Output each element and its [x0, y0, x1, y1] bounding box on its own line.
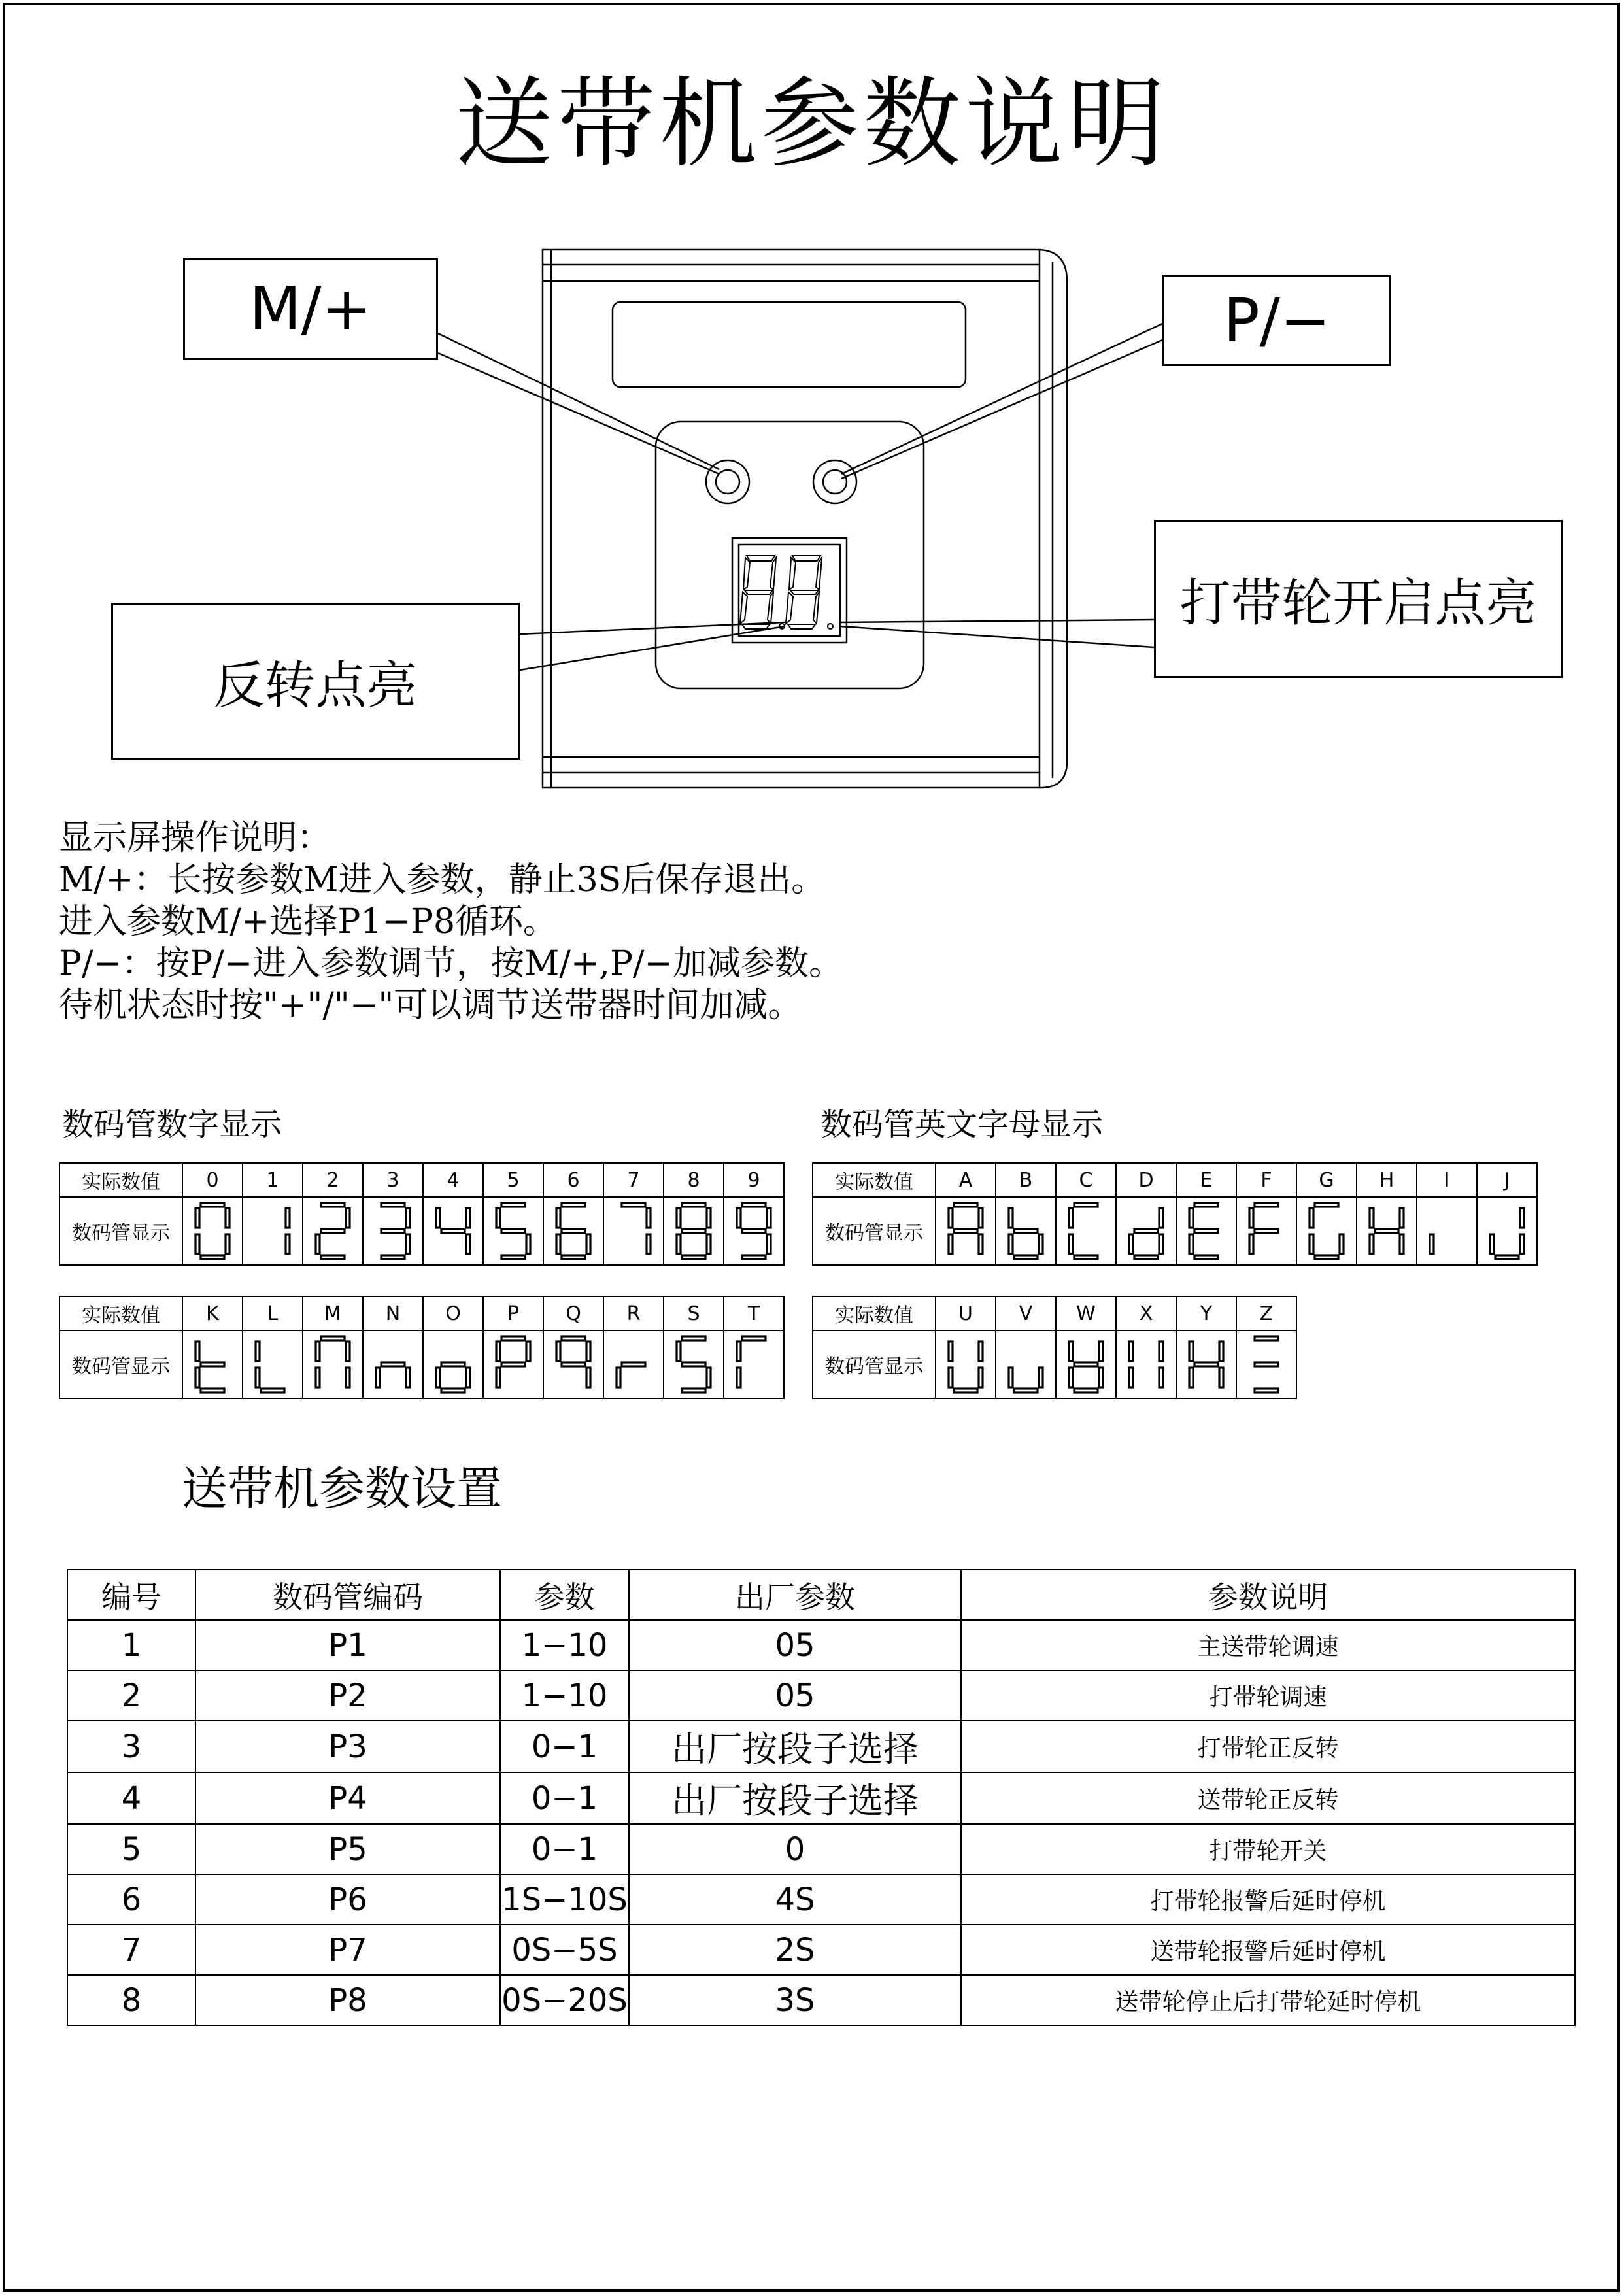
segment-glyph — [664, 1330, 724, 1398]
code-cell: P6 — [195, 1874, 500, 1925]
index-cell: 8 — [67, 1975, 195, 2025]
reverse-indicator-label: 反转点亮 — [111, 603, 520, 760]
segment-glyph — [243, 1197, 303, 1265]
actual-value-cell: E — [1176, 1163, 1236, 1197]
actual-value-cell: 7 — [603, 1163, 664, 1197]
segment-glyph — [543, 1330, 603, 1398]
factory-cell: 出厂按段子选择 — [629, 1721, 961, 1772]
range-cell: 0S−20S — [500, 1975, 629, 2025]
factory-cell: 4S — [629, 1874, 961, 1925]
segment-glyph — [1056, 1330, 1116, 1398]
actual-value-cell: 5 — [483, 1163, 543, 1197]
factory-cell: 出厂按段子选择 — [629, 1772, 961, 1824]
description-cell: 送带轮报警后延时停机 — [961, 1925, 1575, 1975]
range-cell: 1−10 — [500, 1620, 629, 1670]
segment-glyph — [363, 1330, 423, 1398]
index-cell: 6 — [67, 1874, 195, 1925]
segment-glyph — [1357, 1197, 1417, 1265]
range-cell: 0S−5S — [500, 1925, 629, 1975]
header-cell: 数码管编码 — [195, 1570, 500, 1620]
digits-segment-table — [59, 1162, 785, 1266]
actual-value-cell: 4 — [423, 1163, 483, 1197]
range-cell: 0−1 — [500, 1824, 629, 1874]
segment-glyph — [996, 1330, 1056, 1398]
code-cell: P8 — [195, 1975, 500, 2025]
instruction-line: 显示屏操作说明： — [59, 819, 331, 858]
actual-value-cell: 9 — [724, 1163, 784, 1197]
actual-value-cell: B — [996, 1163, 1056, 1197]
segment-glyph — [1116, 1197, 1176, 1265]
index-cell: 2 — [67, 1670, 195, 1721]
factory-cell: 3S — [629, 1975, 961, 2025]
header-cell: 编号 — [67, 1570, 195, 1620]
letters-caption: 数码管英文字母显示 — [820, 1106, 1104, 1143]
segment-glyph — [724, 1197, 784, 1265]
p-minus-button-label: P/− — [1162, 275, 1391, 366]
row-label: 数码管显示 — [813, 1197, 936, 1265]
factory-cell: 05 — [629, 1670, 961, 1721]
actual-value-cell: Z — [1236, 1296, 1296, 1330]
actual-value-cell: P — [483, 1296, 543, 1330]
instruction-line: P/−：按P/−进入参数调节，按M/+,P/−加减参数。 — [59, 944, 843, 983]
code-cell: P1 — [195, 1620, 500, 1670]
instruction-line: 进入参数M/+选择P1−P8循环。 — [59, 902, 558, 941]
segment-glyph — [724, 1330, 784, 1398]
segment-glyph — [1176, 1197, 1236, 1265]
segment-glyph — [483, 1330, 543, 1398]
actual-value-cell: N — [363, 1296, 423, 1330]
index-cell: 1 — [67, 1620, 195, 1670]
operation-instructions — [59, 817, 843, 1026]
actual-value-cell: 6 — [543, 1163, 603, 1197]
actual-value-cell: F — [1236, 1163, 1296, 1197]
segment-glyph — [483, 1197, 543, 1265]
index-cell: 7 — [67, 1925, 195, 1975]
segment-glyph — [243, 1330, 303, 1398]
actual-value-cell: S — [664, 1296, 724, 1330]
parameter-row — [67, 1721, 1575, 1772]
description-cell: 主送带轮调速 — [961, 1620, 1575, 1670]
segment-glyph — [182, 1330, 243, 1398]
actual-value-cell: Q — [543, 1296, 603, 1330]
factory-cell: 0 — [629, 1824, 961, 1874]
segment-glyph — [1116, 1330, 1176, 1398]
actual-value-cell: R — [603, 1296, 664, 1330]
segment-glyph — [1056, 1197, 1116, 1265]
segment-glyph — [1296, 1197, 1357, 1265]
segment-glyph — [936, 1197, 996, 1265]
range-cell: 0−1 — [500, 1721, 629, 1772]
parameter-row — [67, 1824, 1575, 1874]
description-cell: 送带轮正反转 — [961, 1772, 1575, 1824]
segment-glyph — [303, 1197, 363, 1265]
parameter-row — [67, 1975, 1575, 2025]
actual-value-cell: J — [1477, 1163, 1537, 1197]
actual-value-cell: M — [303, 1296, 363, 1330]
range-cell: 1S−10S — [500, 1874, 629, 1925]
row-label: 实际数值 — [813, 1296, 936, 1330]
actual-value-cell: 1 — [243, 1163, 303, 1197]
row-label: 数码管显示 — [59, 1330, 182, 1398]
description-cell: 送带轮停止后打带轮延时停机 — [961, 1975, 1575, 2025]
instruction-line: M/+：长按参数M进入参数，静止3S后保存退出。 — [59, 860, 826, 900]
segment-glyph — [423, 1197, 483, 1265]
actual-value-cell: C — [1056, 1163, 1116, 1197]
segment-glyph — [363, 1197, 423, 1265]
segment-glyph — [1477, 1197, 1537, 1265]
code-cell: P5 — [195, 1824, 500, 1874]
header-cell: 参数 — [500, 1570, 629, 1620]
actual-value-cell: W — [1056, 1296, 1116, 1330]
actual-value-cell: 2 — [303, 1163, 363, 1197]
parameter-row — [67, 1925, 1575, 1975]
parameter-row — [67, 1874, 1575, 1925]
actual-value-cell: U — [936, 1296, 996, 1330]
row-label: 实际数值 — [813, 1163, 936, 1197]
factory-cell: 05 — [629, 1620, 961, 1670]
index-cell: 3 — [67, 1721, 195, 1772]
actual-value-cell: T — [724, 1296, 784, 1330]
segment-glyph — [936, 1330, 996, 1398]
actual-value-cell: 8 — [664, 1163, 724, 1197]
digits-caption: 数码管数字显示 — [62, 1106, 282, 1143]
code-cell: P2 — [195, 1670, 500, 1721]
page-title: 送带机参数说明 — [454, 67, 1169, 181]
actual-value-cell: G — [1296, 1163, 1357, 1197]
description-cell: 打带轮报警后延时停机 — [961, 1874, 1575, 1925]
actual-value-cell: O — [423, 1296, 483, 1330]
segment-glyph — [996, 1197, 1056, 1265]
segment-glyph — [664, 1197, 724, 1265]
segment-glyph — [543, 1197, 603, 1265]
actual-value-cell: A — [936, 1163, 996, 1197]
range-cell: 0−1 — [500, 1772, 629, 1824]
header-cell: 参数说明 — [961, 1570, 1575, 1620]
segment-glyph — [182, 1197, 243, 1265]
row-label: 实际数值 — [59, 1296, 182, 1330]
actual-value-cell: K — [182, 1296, 243, 1330]
range-cell: 1−10 — [500, 1670, 629, 1721]
actual-value-cell: V — [996, 1296, 1056, 1330]
actual-value-cell: X — [1116, 1296, 1176, 1330]
actual-value-cell: Y — [1176, 1296, 1236, 1330]
description-cell: 打带轮开关 — [961, 1824, 1575, 1874]
code-cell: P4 — [195, 1772, 500, 1824]
actual-value-cell: D — [1116, 1163, 1176, 1197]
parameters-table — [67, 1569, 1576, 2026]
segment-glyph — [1236, 1197, 1296, 1265]
segment-glyph — [1417, 1197, 1477, 1265]
letters-segment-table-a-j — [812, 1162, 1538, 1266]
m-plus-button-label: M/+ — [183, 258, 438, 360]
actual-value-cell: H — [1357, 1163, 1417, 1197]
row-label: 数码管显示 — [59, 1197, 182, 1265]
wheel-on-indicator-label: 打带轮开启点亮 — [1154, 520, 1563, 678]
index-cell: 4 — [67, 1772, 195, 1824]
parameter-row — [67, 1670, 1575, 1721]
instruction-line: 待机状态时按"+"/"−"可以调节送带器时间加减。 — [59, 986, 802, 1025]
segment-glyph — [1176, 1330, 1236, 1398]
header-cell: 出厂参数 — [629, 1570, 961, 1620]
actual-value-cell: L — [243, 1296, 303, 1330]
description-cell: 打带轮调速 — [961, 1670, 1575, 1721]
code-cell: P7 — [195, 1925, 500, 1975]
segment-glyph — [603, 1197, 664, 1265]
segment-glyph — [303, 1330, 363, 1398]
segment-glyph — [603, 1330, 664, 1398]
parameter-row — [67, 1772, 1575, 1824]
row-label: 实际数值 — [59, 1163, 182, 1197]
letters-segment-table-u-z — [812, 1296, 1297, 1399]
factory-cell: 2S — [629, 1925, 961, 1975]
description-cell: 打带轮正反转 — [961, 1721, 1575, 1772]
parameter-row — [67, 1620, 1575, 1670]
actual-value-cell: 3 — [363, 1163, 423, 1197]
code-cell: P3 — [195, 1721, 500, 1772]
row-label: 数码管显示 — [813, 1330, 936, 1398]
segment-glyph — [1236, 1330, 1296, 1398]
actual-value-cell: 0 — [182, 1163, 243, 1197]
seven-segment-display — [740, 556, 833, 629]
actual-value-cell: I — [1417, 1163, 1477, 1197]
letters-segment-table-k-t — [59, 1296, 785, 1399]
segment-glyph — [423, 1330, 483, 1398]
parameters-table-header — [67, 1570, 1575, 1620]
settings-title: 送带机参数设置 — [182, 1462, 502, 1515]
index-cell: 5 — [67, 1824, 195, 1874]
